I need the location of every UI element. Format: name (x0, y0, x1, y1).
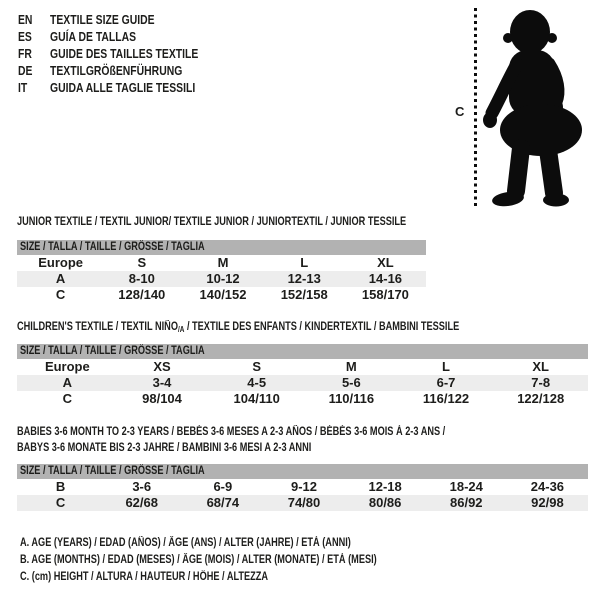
table-cell: 24-36 (530, 479, 565, 494)
table-row-age-months (17, 479, 588, 495)
subscript-text: /A (177, 325, 185, 334)
table-cell: 12-13 (287, 271, 321, 286)
guide-title: TEXTILE SIZE GUIDE (50, 12, 155, 27)
table-cell: 7-8 (531, 375, 551, 390)
height-measure-label: C (455, 104, 465, 119)
size-band: SIZE / TALLA / TAILLE / GRÖSSE / TAGLIA (17, 240, 426, 255)
table-cell: 6-7 (436, 375, 456, 390)
size-band: SIZE / TALLA / TAILLE / GRÖSSE / TAGLIA (17, 464, 588, 479)
toddler-silhouette-icon (483, 8, 595, 208)
lang-row-fr (18, 45, 235, 62)
table-cell: 86/92 (450, 495, 483, 510)
lang-row-de (18, 62, 235, 79)
table-cell: 6-9 (213, 479, 233, 494)
table-cell: XL (532, 359, 549, 374)
table-row-age-years (17, 375, 588, 391)
table-cell: 14-16 (368, 271, 403, 286)
table-cell: M (217, 255, 229, 270)
legend-notes (20, 535, 466, 586)
row-label: Europe (38, 255, 83, 270)
row-label: B (55, 479, 66, 494)
table-row-height (17, 287, 426, 303)
table-cell: 80/86 (368, 495, 402, 510)
table-row-age-years (17, 271, 426, 287)
row-label: A (62, 375, 73, 390)
lang-row-es (18, 28, 235, 45)
table-cell: XL (377, 255, 394, 270)
table-cell: 3-6 (132, 479, 152, 494)
guide-title: GUIDA ALLE TAGLIE TESSILI (50, 80, 196, 95)
size-band: SIZE / TALLA / TAILLE / GRÖSSE / TAGLIA (17, 344, 588, 359)
note-c: C. (cm) HEIGHT / ALTURA / HAUTEUR / HÖHE / ALTEZZA (20, 571, 269, 583)
table-cell: 122/128 (517, 391, 565, 406)
language-title-block (18, 11, 235, 96)
table-row-europe (17, 255, 426, 271)
row-label: Europe (44, 359, 90, 374)
note-b: B. AGE (MONTHS) / EDAD (MESES) / ÂGE (MOIS) / ALTER (MONATE) / ETÀ (MESI) (20, 554, 377, 566)
row-label: C (55, 287, 66, 302)
guide-title: GUÍA DE TALLAS (50, 29, 137, 44)
table-cell: 8-10 (128, 271, 155, 286)
table-cell: L (300, 255, 309, 270)
junior-table-title: JUNIOR TEXTILE / TEXTIL JUNIOR/ TEXTILE JUNIOR / JUNIORTEXTIL / JUNIOR TESSILE (17, 216, 407, 228)
lang-code: FR (18, 46, 32, 61)
table-cell: 152/158 (280, 287, 328, 302)
table-cell: 4-5 (247, 375, 267, 390)
row-label: C (55, 495, 66, 510)
note-a: A. AGE (YEARS) / EDAD (AÑOS) / ÂGE (ANS) / ALTER (JAHRE) / ETÀ (ANNI) (20, 537, 351, 549)
lang-row-en (18, 11, 235, 28)
table-row-height (17, 495, 588, 511)
table-cell: 158/170 (361, 287, 409, 302)
babies-table-title: BABIES 3-6 MONTH TO 2-3 YEARS / BEBÉS 3-6 MESES A 2-3 AÑOS / BÉBÉS 3-6 MOIS À 2-3 ANS / BABYS 3-6 MONATE BIS 2-3 JAHRE / BAMBINI 3-6 MESI A 2-3 ANNI (17, 426, 446, 454)
babies-size-table (17, 464, 588, 511)
guide-title: GUIDE DES TAILLES TEXTILE (50, 46, 199, 61)
row-label: C (62, 391, 73, 406)
table-cell: 9-12 (290, 479, 317, 494)
table-cell: 92/98 (531, 495, 564, 510)
table-cell: 128/140 (118, 287, 166, 302)
table-cell: 18-24 (449, 479, 483, 494)
table-cell: 68/74 (206, 495, 240, 510)
row-label: A (55, 271, 66, 286)
lang-code: EN (18, 12, 33, 27)
table-cell: 98/104 (142, 391, 182, 406)
table-row-europe (17, 359, 588, 375)
table-cell: 3-4 (152, 375, 172, 390)
table-cell: 104/110 (233, 391, 280, 406)
height-measure-dotted-line (474, 8, 477, 207)
lang-row-it (18, 79, 235, 96)
table-cell: 12-18 (368, 479, 402, 494)
table-cell: 74/80 (287, 495, 321, 510)
table-cell: S (252, 359, 262, 374)
table-cell: 62/68 (125, 495, 158, 510)
table-cell: S (137, 255, 147, 270)
table-cell: XS (153, 359, 171, 374)
table-cell: 110/116 (328, 391, 375, 406)
lang-code: DE (18, 63, 33, 78)
guide-title: TEXTILGRÖßENFÜHRUNG (50, 63, 183, 78)
table-cell: 116/122 (422, 391, 470, 406)
table-cell: L (442, 359, 450, 374)
table-cell: M (345, 359, 357, 374)
table-cell: 140/152 (199, 287, 247, 302)
children-size-table (17, 344, 588, 407)
junior-size-table (17, 240, 426, 303)
lang-code: IT (18, 80, 28, 95)
lang-code: ES (18, 29, 32, 44)
table-row-height (17, 391, 588, 407)
table-cell: 10-12 (206, 271, 240, 286)
table-cell: 5-6 (341, 375, 361, 390)
children-table-title: CHILDREN'S TEXTILE / TEXTIL $NIÑO_{/A}$ / TEXTILE DES ENFANTS / KINDERTEXTIL / BAMBINI TESSILE (17, 321, 460, 334)
